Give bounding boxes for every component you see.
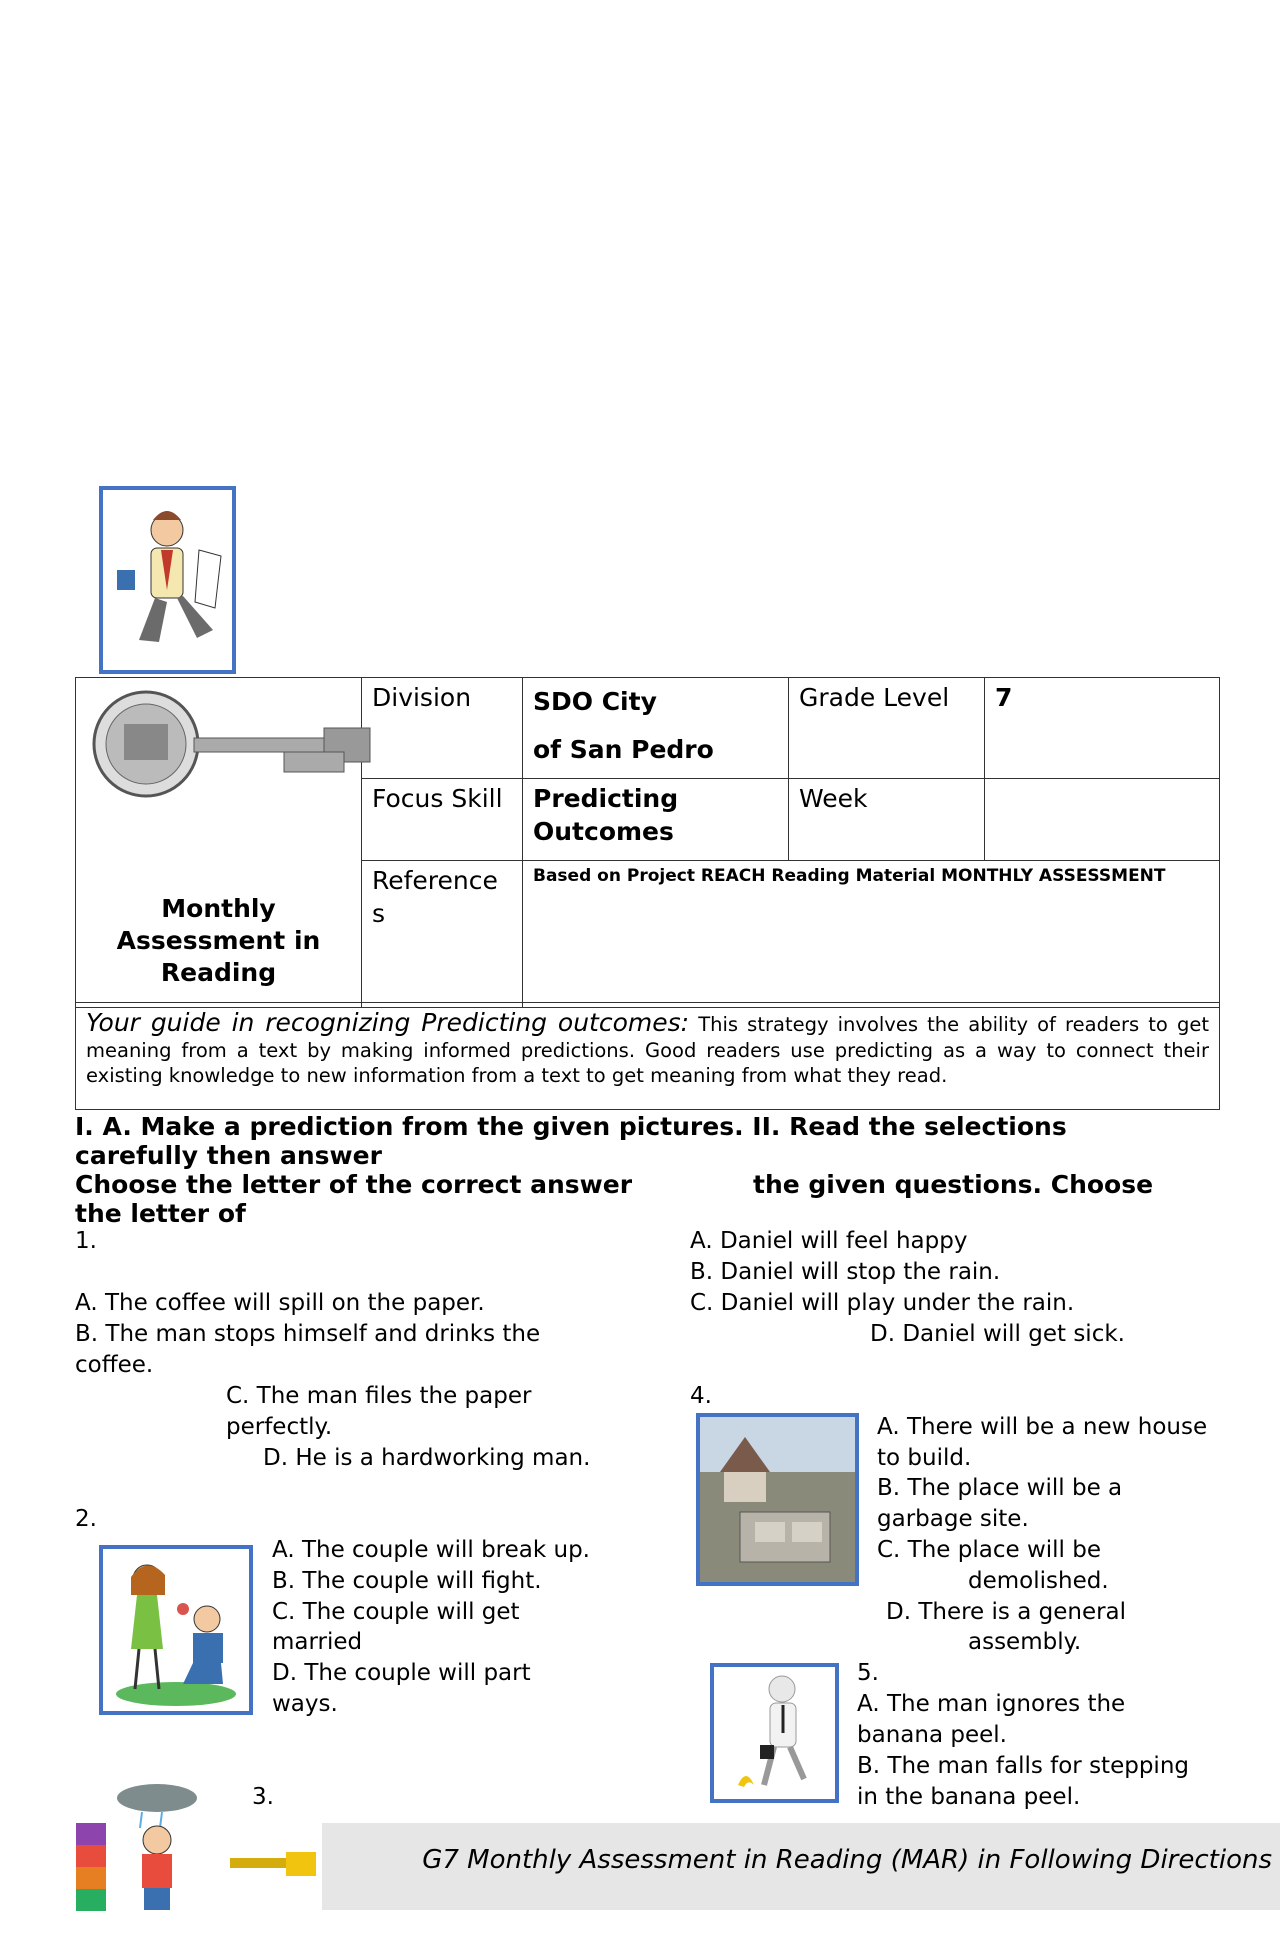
banana-peel-man-image <box>710 1663 839 1803</box>
instructions-right-line3: the given questions. Choose <box>753 1170 1154 1199</box>
q5-option-a1: A. The man ignores the <box>857 1691 1126 1717</box>
key-logo-small-icon <box>230 1850 320 1880</box>
q2-option-a: A. The couple will break up. <box>272 1537 590 1563</box>
q4-option-c2: demolished. <box>968 1568 1109 1594</box>
q2-option-c1: C. The couple will get <box>272 1599 520 1625</box>
q1-option-b1: B. The man stops himself and drinks the <box>75 1321 541 1347</box>
construction-site-image <box>696 1413 859 1586</box>
couple-image <box>99 1545 253 1715</box>
construction-photo-icon <box>700 1417 855 1582</box>
grade-label: Grade Level <box>789 678 985 779</box>
q5-number: 5. <box>857 1660 879 1686</box>
q3-option-b: B. Daniel will stop the rain. <box>690 1259 1001 1285</box>
q1-option-c2: perfectly. <box>226 1414 333 1440</box>
q1-number: 1. <box>75 1228 97 1254</box>
focus-value: Predicting Outcomes <box>523 779 789 861</box>
q1-option-d: D. He is a hardworking man. <box>263 1445 591 1471</box>
q4-option-a1: A. There will be a new house <box>877 1414 1208 1440</box>
instructions-line1: I. A. Make a prediction from the given pictures. II. Read the selections <box>75 1112 1067 1141</box>
q4-option-d2: assembly. <box>968 1629 1082 1655</box>
instructions-line2: carefully then answer <box>75 1141 382 1170</box>
logo-title: Monthly Assessment in Reading <box>116 894 321 987</box>
q4-number: 4. <box>690 1383 712 1409</box>
q1-option-c1: C. The man files the paper <box>226 1383 532 1409</box>
footer-text: G7 Monthly Assessment in Reading (MAR) in Following Directions <box>422 1845 1272 1875</box>
q4-option-c1: C. The place will be <box>877 1537 1102 1563</box>
sdo-key-logo-icon <box>84 688 374 800</box>
footer-bar <box>322 1823 1280 1910</box>
week-value <box>985 779 1220 861</box>
q5-option-a2: banana peel. <box>857 1722 1007 1748</box>
q1-option-b2: coffee. <box>75 1352 154 1378</box>
q2-option-b: B. The couple will fight. <box>272 1568 542 1594</box>
division-value <box>523 678 789 779</box>
guide-body: This strategy involves the ability of readers to get meaning from a text by making informed predictions. Good readers use predicting as a way to connect their existing knowledge to new information from a text to get meaning from what they read. <box>86 1013 1209 1087</box>
q5-option-b1: B. The man falls for stepping <box>857 1753 1189 1779</box>
q4-option-b2: garbage site. <box>877 1506 1029 1532</box>
q5-option-b2: in the banana peel. <box>857 1784 1081 1810</box>
week-label: Week <box>789 779 985 861</box>
division-value-line1: SDO City <box>533 687 657 716</box>
grade-value: 7 <box>985 678 1220 779</box>
q3-option-a: A. Daniel will feel happy <box>690 1228 968 1254</box>
q4-option-b1: B. The place will be a <box>877 1475 1123 1501</box>
guide-box <box>75 1002 1220 1110</box>
q2-option-d2: ways. <box>272 1691 338 1717</box>
q3-option-c: C. Daniel will play under the rain. <box>690 1290 1075 1316</box>
q2-option-c2: married <box>272 1629 363 1655</box>
reference-label: Reference s <box>362 861 523 1008</box>
couple-cartoon-icon <box>103 1549 249 1711</box>
deped-strip-logo-icon <box>76 1823 106 1911</box>
logo-cell <box>76 678 362 1008</box>
division-value-line2: of San Pedro <box>533 735 714 764</box>
banana-peel-icon <box>714 1667 835 1799</box>
instructions-left-line3: Choose the letter of the correct answer <box>75 1170 633 1199</box>
instructions-left-line4: the letter of <box>75 1199 246 1228</box>
cartoon-icon <box>103 490 232 670</box>
reference-value: Based on Project REACH Reading Material MONTHLY ASSESSMENT <box>523 861 1220 1008</box>
rain-cloud-boy-icon <box>112 1780 202 1915</box>
q2-option-d1: D. The couple will part <box>272 1660 531 1686</box>
q3-number: 3. <box>252 1784 274 1810</box>
focus-label: Focus Skill <box>362 779 523 861</box>
q4-option-a2: to build. <box>877 1445 972 1471</box>
division-label: Division <box>362 678 523 779</box>
guide-lead: Your guide in recognizing Predicting outcomes: <box>86 1008 690 1037</box>
q2-number: 2. <box>75 1506 97 1532</box>
q1-option-a: A. The coffee will spill on the paper. <box>75 1290 485 1316</box>
q3-option-d: D. Daniel will get sick. <box>870 1321 1125 1347</box>
header-table <box>75 677 1220 1008</box>
running-man-coffee-image <box>99 486 236 674</box>
q4-option-d1: D. There is a general <box>886 1599 1127 1625</box>
